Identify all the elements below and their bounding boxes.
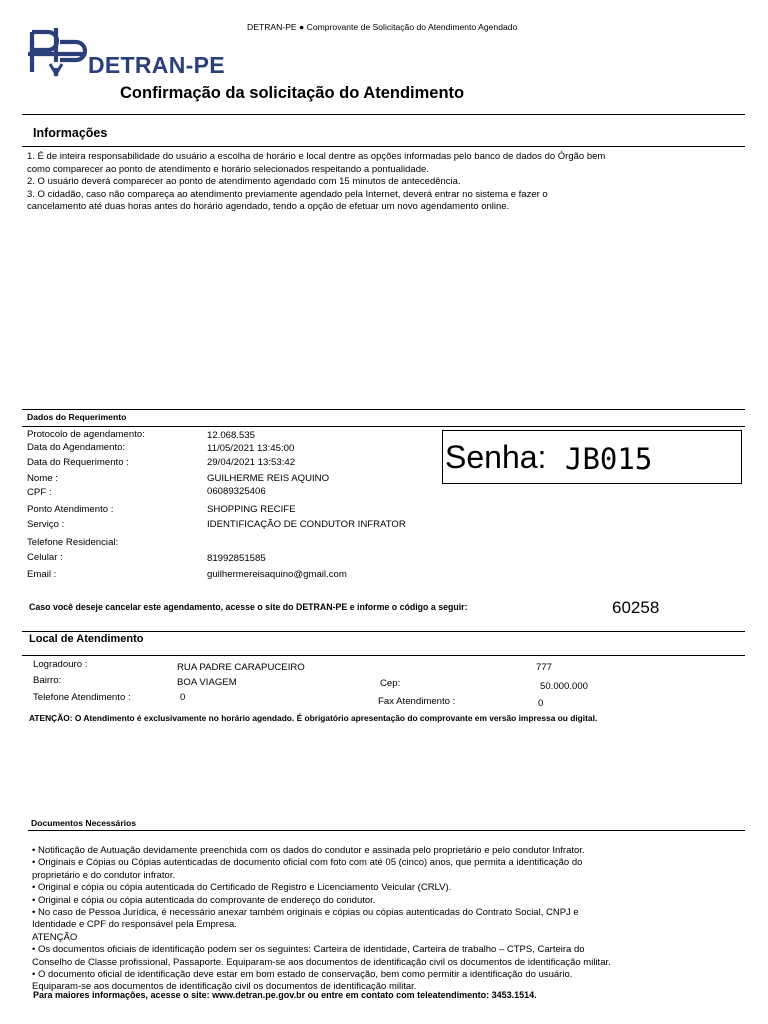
info-list [27, 151, 727, 214]
field-label-nome: Nome : [27, 473, 58, 484]
info-line: cancelamento até duas horas antes do horário agendado, tendo a opção de efetuar um novo agendamento online. [27, 201, 510, 212]
field-label-email: Email : [27, 569, 57, 580]
documento-item: Conselho de Classe profissional, Passaporte. Equiparam-se aos documentos de identificação civil os documentos de identificação militar. [32, 956, 611, 968]
cancel-code: 60258 [612, 598, 660, 617]
field-value-servico: IDENTIFICAÇÃO DE CONDUTOR INFRATOR [207, 519, 406, 530]
field-value-celular: 81992851585 [207, 553, 266, 564]
documento-item: • Os documentos oficiais de identificação podem ser os seguintes: Carteira de identidade, Carteira de trabalho – CTPS, Carteira do [32, 944, 585, 956]
field-label-protocolo: Protocolo de agendamento: [27, 429, 145, 440]
documento-item: • Original e cópia ou cópia autenticada do Certificado de Registro e Licenciamento Veicular (CRLV). [32, 882, 452, 894]
title-divider [22, 114, 745, 115]
footer-contact: Para maiores informações, acesse o site: www.detran.pe.gov.br ou entre em contato com teleatendimento: 3453.1514. [33, 990, 537, 1000]
info-divider [22, 146, 745, 147]
telefone-atendimento-value: 0 [180, 692, 186, 703]
field-value-nome: GUILHERME REIS AQUINO [207, 473, 330, 484]
info-line: como comparecer ao ponto de atendimento e horário selecionados respeitando a pontualidade. [27, 163, 429, 175]
senha-label: Senha: [445, 439, 547, 475]
documento-item: ATENÇÃO [32, 931, 78, 943]
field-label-data-requerimento: Data do Requerimento : [27, 457, 129, 468]
documento-item: • No caso de Pessoa Jurídica, é necessário anexar também originais e cópias ou cópias autenticadas do Contrato Social, CNPJ e [32, 907, 579, 919]
field-label-telefone-residencial: Telefone Residencial: [27, 537, 119, 548]
requerimento-heading: Dados do Requerimento [27, 412, 127, 422]
field-value-data-requerimento: 29/04/2021 13:53:42 [207, 457, 296, 468]
field-value-data-agendamento: 11/05/2021 13:45:00 [207, 443, 295, 454]
detran-logo [26, 24, 226, 80]
page-title: Confirmação da solicitação do Atendimento [120, 84, 465, 102]
logo-text: DETRAN-PE [88, 52, 225, 78]
info-heading: Informações [33, 126, 108, 140]
info-line: 3. O cidadão, caso não compareça ao atendimento previamente agendado pela Internet, deverá entrar no sistema e fazer o [27, 188, 548, 200]
documento-item: Equiparam-se aos documentos de identificação civil os documentos de identificação militar. [32, 981, 417, 993]
logradouro-value: RUA PADRE CARAPUCEIRO [177, 662, 305, 673]
cep-label: Cep: [380, 678, 401, 689]
field-label-celular: Celular : [27, 552, 63, 563]
numero-value: 777 [536, 662, 553, 673]
requerimento-divider [22, 426, 745, 427]
field-label-ponto: Ponto Atendimento : [27, 504, 114, 515]
detran-logo-mark [26, 24, 88, 78]
local-top-divider [22, 631, 745, 632]
document-caption: DETRAN-PE ● Comprovante de Solicitação do Atendimento Agendado [247, 22, 518, 32]
cep-value: 50.000.000 [540, 681, 589, 692]
telefone-atendimento-label: Telefone Atendimento : [33, 692, 131, 703]
logradouro-label: Logradouro : [33, 659, 88, 670]
documento-item: Identidade e CPF do responsável pela Empresa. [32, 919, 237, 931]
documento-item: proprietário e do condutor infrator. [32, 869, 176, 881]
senha-box [442, 430, 742, 484]
info-line: 2. O usuário deverá comparecer ao ponto de atendimento agendado com 15 minutos de antecedência. [27, 176, 461, 187]
field-label-cpf: CPF : [27, 487, 52, 498]
local-divider [22, 655, 745, 656]
local-heading: Local de Atendimento [29, 633, 144, 645]
field-value-protocolo: 12.068.535 [207, 430, 256, 441]
documento-item: • Original e cópia ou cópia autenticada do comprovante de endereço do condutor. [32, 894, 376, 906]
field-label-servico: Serviço : [27, 519, 65, 530]
documento-item: • O documento oficial de identificação deve estar em bom estado de conservação, bem como permitir a identificação do usuário. [32, 969, 573, 981]
documentos-divider [28, 830, 745, 831]
bairro-value: BOA VIAGEM [177, 677, 237, 688]
info-line: 1. É de inteira responsabilidade do usuário a escolha de horário e local dentre as opções informadas pelo banco de dados do Órgão bem [27, 151, 606, 162]
documentos-heading: Documentos Necessários [31, 818, 137, 828]
field-value-email: guilhermereisaquino@gmail.com [207, 569, 347, 580]
cancel-instructions: Caso você deseje cancelar este agendamento, acesse o site do DETRAN-PE e informe o código a seguir: [29, 602, 468, 612]
requerimento-top-divider [22, 409, 745, 410]
atencao-note: ATENÇÃO: O Atendimento é exclusivamente no horário agendado. É obrigatório apresentação do comprovante em versão impressa ou digital. [29, 713, 598, 723]
documento-item: • Originais e Cópias ou Cópias autenticadas de documento oficial com foto com até 05 (cinco) anos, que permita a identificação do [32, 857, 583, 869]
field-value-cpf: 06089325406 [207, 486, 266, 497]
field-label-data-agendamento: Data do Agendamento: [27, 442, 126, 453]
documento-item: • Notificação de Autuação devidamente preenchida com os dados do condutor e assinada pelo proprietário e pelo condutor Infrator. [32, 845, 585, 856]
bairro-label: Bairro: [33, 675, 62, 686]
fax-atendimento-label: Fax Atendimento : [378, 696, 456, 707]
fax-atendimento-value: 0 [538, 698, 544, 709]
documentos-list [32, 845, 732, 994]
field-value-ponto: SHOPPING RECIFE [207, 504, 296, 515]
senha-value: JB015 [565, 442, 653, 476]
